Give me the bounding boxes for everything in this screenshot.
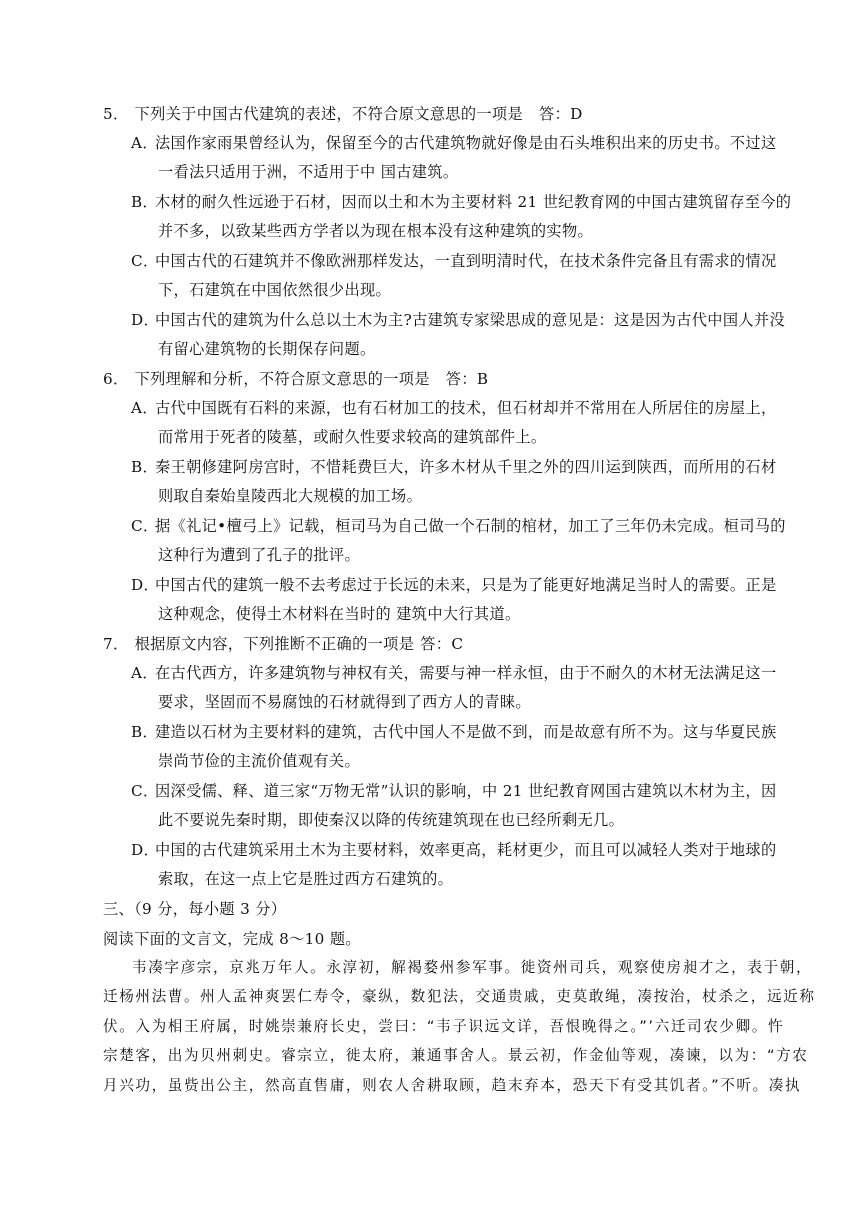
answer-text: 答：B: [445, 370, 489, 388]
question-5-stem: [103, 104, 583, 124]
option-line-continued: 此不要说先秦时期，即使秦汉以降的传统建筑现在也已经所剩无几。: [158, 811, 625, 829]
option-line: [131, 133, 777, 153]
option-line: [131, 251, 777, 271]
passage-line: 宗楚客，出为贝州刺史。睿宗立，徙太府，兼通事舍人。景云初，作金仙等观，凑谏，以为：“方农: [103, 1047, 809, 1064]
passage-line: 伏。入为相王府属，时姚崇兼府长史，尝曰：“韦子识远文详，吾恨晚得之。”’六迁司农少卿。忤: [103, 1018, 785, 1035]
option-letter: B．: [131, 193, 159, 211]
option-line-continued: 并不多，以致某些西方学者以为现在根本没有这种建筑的实物。: [158, 222, 594, 240]
passage-line: 迁杨州法曹。州人孟神爽罢仁寿令，豪纵，数犯法，交通贵戚，吏莫敢绳，凑按治，杖杀之，远近称: [103, 988, 816, 1005]
option-line: [131, 781, 777, 801]
option-letter: B．: [131, 723, 159, 741]
option-line-continued: 有留心建筑物的长期保存问题。: [158, 340, 376, 358]
answer-text: 答：C: [420, 635, 464, 653]
option-line-continued: 这种行为遭到了孔子的批评。: [158, 546, 360, 564]
option-text: 中国古代的石建筑并不像欧洲那样发达，一直到明清时代，在技术条件完备且有需求的情况: [155, 252, 777, 270]
option-line: [131, 575, 777, 595]
option-line: [131, 722, 777, 742]
option-line-continued: 而常用于死者的陵墓，或耐久性要求较高的建筑部件上。: [158, 428, 547, 446]
option-letter: A．: [131, 664, 158, 682]
question-7-stem: [103, 634, 463, 654]
option-text: 古代中国既有石料的来源，也有石材加工的技术，但石材却并不常用在人所居住的房屋上，: [155, 399, 777, 417]
option-text: 秦王朝修建阿房宫时，不惜耗费巨大，许多木材从千里之外的四川运到陕西，而所用的石材: [155, 458, 777, 476]
option-text: 据《礼记•檀弓上》记载，桓司马为自己做一个石制的棺材，加工了三年仍未完成。桓司马的: [155, 517, 786, 535]
passage-line: 月兴功，虽赀出公主，然高直售庸，则农人舍耕取顾，趋末弃本，恐天下有受其饥者。”不听。凑执: [103, 1077, 802, 1094]
question-number: 5．: [103, 105, 129, 123]
section-instruction: 阅读下面的文言文，完成 8～10 题。: [103, 930, 361, 948]
option-line-continued: 一看法只适用于洲，不适用于中 国古建筑。: [158, 163, 459, 181]
option-line: [131, 398, 777, 418]
option-letter: C．: [131, 782, 159, 800]
option-line: [131, 192, 791, 212]
passage-line: 韦凑字彦宗，京兆万年人。永淳初，解褐婺州参军事。徙资州司兵，观察使房昶才之，表于朝，: [132, 959, 813, 976]
option-letter: A．: [131, 399, 158, 417]
option-text: 法国作家雨果曾经认为，保留至今的古代建筑物就好像是由石头堆积出来的历史书。不过这: [155, 134, 777, 152]
option-line-continued: 崇尚节俭的主流价值观有关。: [158, 752, 360, 770]
option-line-continued: 这种观念，使得土木材料在当时的 建筑中大行其道。: [158, 605, 521, 623]
option-text: 在古代西方，许多建筑物与神权有关，需要与神一样永恒，由于不耐久的木材无法满足这一: [155, 664, 777, 682]
option-line-continued: 要求，坚固而不易腐蚀的石材就得到了西方人的青睐。: [158, 693, 531, 711]
question-number: 7．: [103, 635, 129, 653]
option-line: [131, 840, 777, 860]
question-text: 下列关于中国古代建筑的表述，不符合原文意思的一项是: [134, 105, 523, 123]
option-letter: C．: [131, 252, 159, 270]
option-letter: D．: [131, 841, 160, 859]
option-text: 中国古代的建筑一般不去考虑过于长远的未来，只是为了能更好地满足当时人的需要。正是: [155, 576, 777, 594]
option-text: 木材的耐久性远逊于石材，因而以土和木为主要材料 21 世纪教育网的中国古建筑留存至今的: [155, 193, 792, 211]
option-line-continued: 则取自秦始皇陵西北大规模的加工场。: [158, 487, 423, 505]
option-text: 中国古代的建筑为什么总以土木为主?古建筑专家梁思成的意见是：这是因为古代中国人并没: [155, 311, 785, 329]
option-letter: A．: [131, 134, 158, 152]
option-letter: B．: [131, 458, 159, 476]
option-letter: C．: [131, 517, 159, 535]
option-letter: D．: [131, 311, 160, 329]
option-text: 建造以石材为主要材料的建筑，古代中国人不是做不到，而是故意有所不为。这与华夏民族: [155, 723, 777, 741]
question-text: 下列理解和分析，不符合原文意思的一项是: [134, 370, 430, 388]
option-line: [131, 310, 785, 330]
option-text: 中国的古代建筑采用土木为主要材料，效率更高，耗材更少，而且可以减轻人类对于地球的: [155, 841, 777, 859]
option-line-continued: 索取，在这一点上它是胜过西方石建筑的。: [158, 870, 454, 888]
section-heading: 三、（9 分，每小题 3 分）: [103, 900, 287, 918]
option-text: 因深受儒、释、道三家“万物无常”认识的影响，中 21 世纪教育网国古建筑以木材为主，因: [155, 782, 777, 800]
option-line: [131, 457, 777, 477]
question-6-stem: [103, 369, 488, 389]
option-line: [131, 516, 786, 536]
option-letter: D．: [131, 576, 160, 594]
option-line-continued: 下，石建筑在中国依然很少出现。: [158, 281, 392, 299]
option-line: [131, 663, 777, 683]
question-number: 6．: [103, 370, 129, 388]
question-text: 根据原文内容，下列推断不正确的一项是: [134, 635, 415, 653]
answer-text: 答：D: [539, 105, 583, 123]
